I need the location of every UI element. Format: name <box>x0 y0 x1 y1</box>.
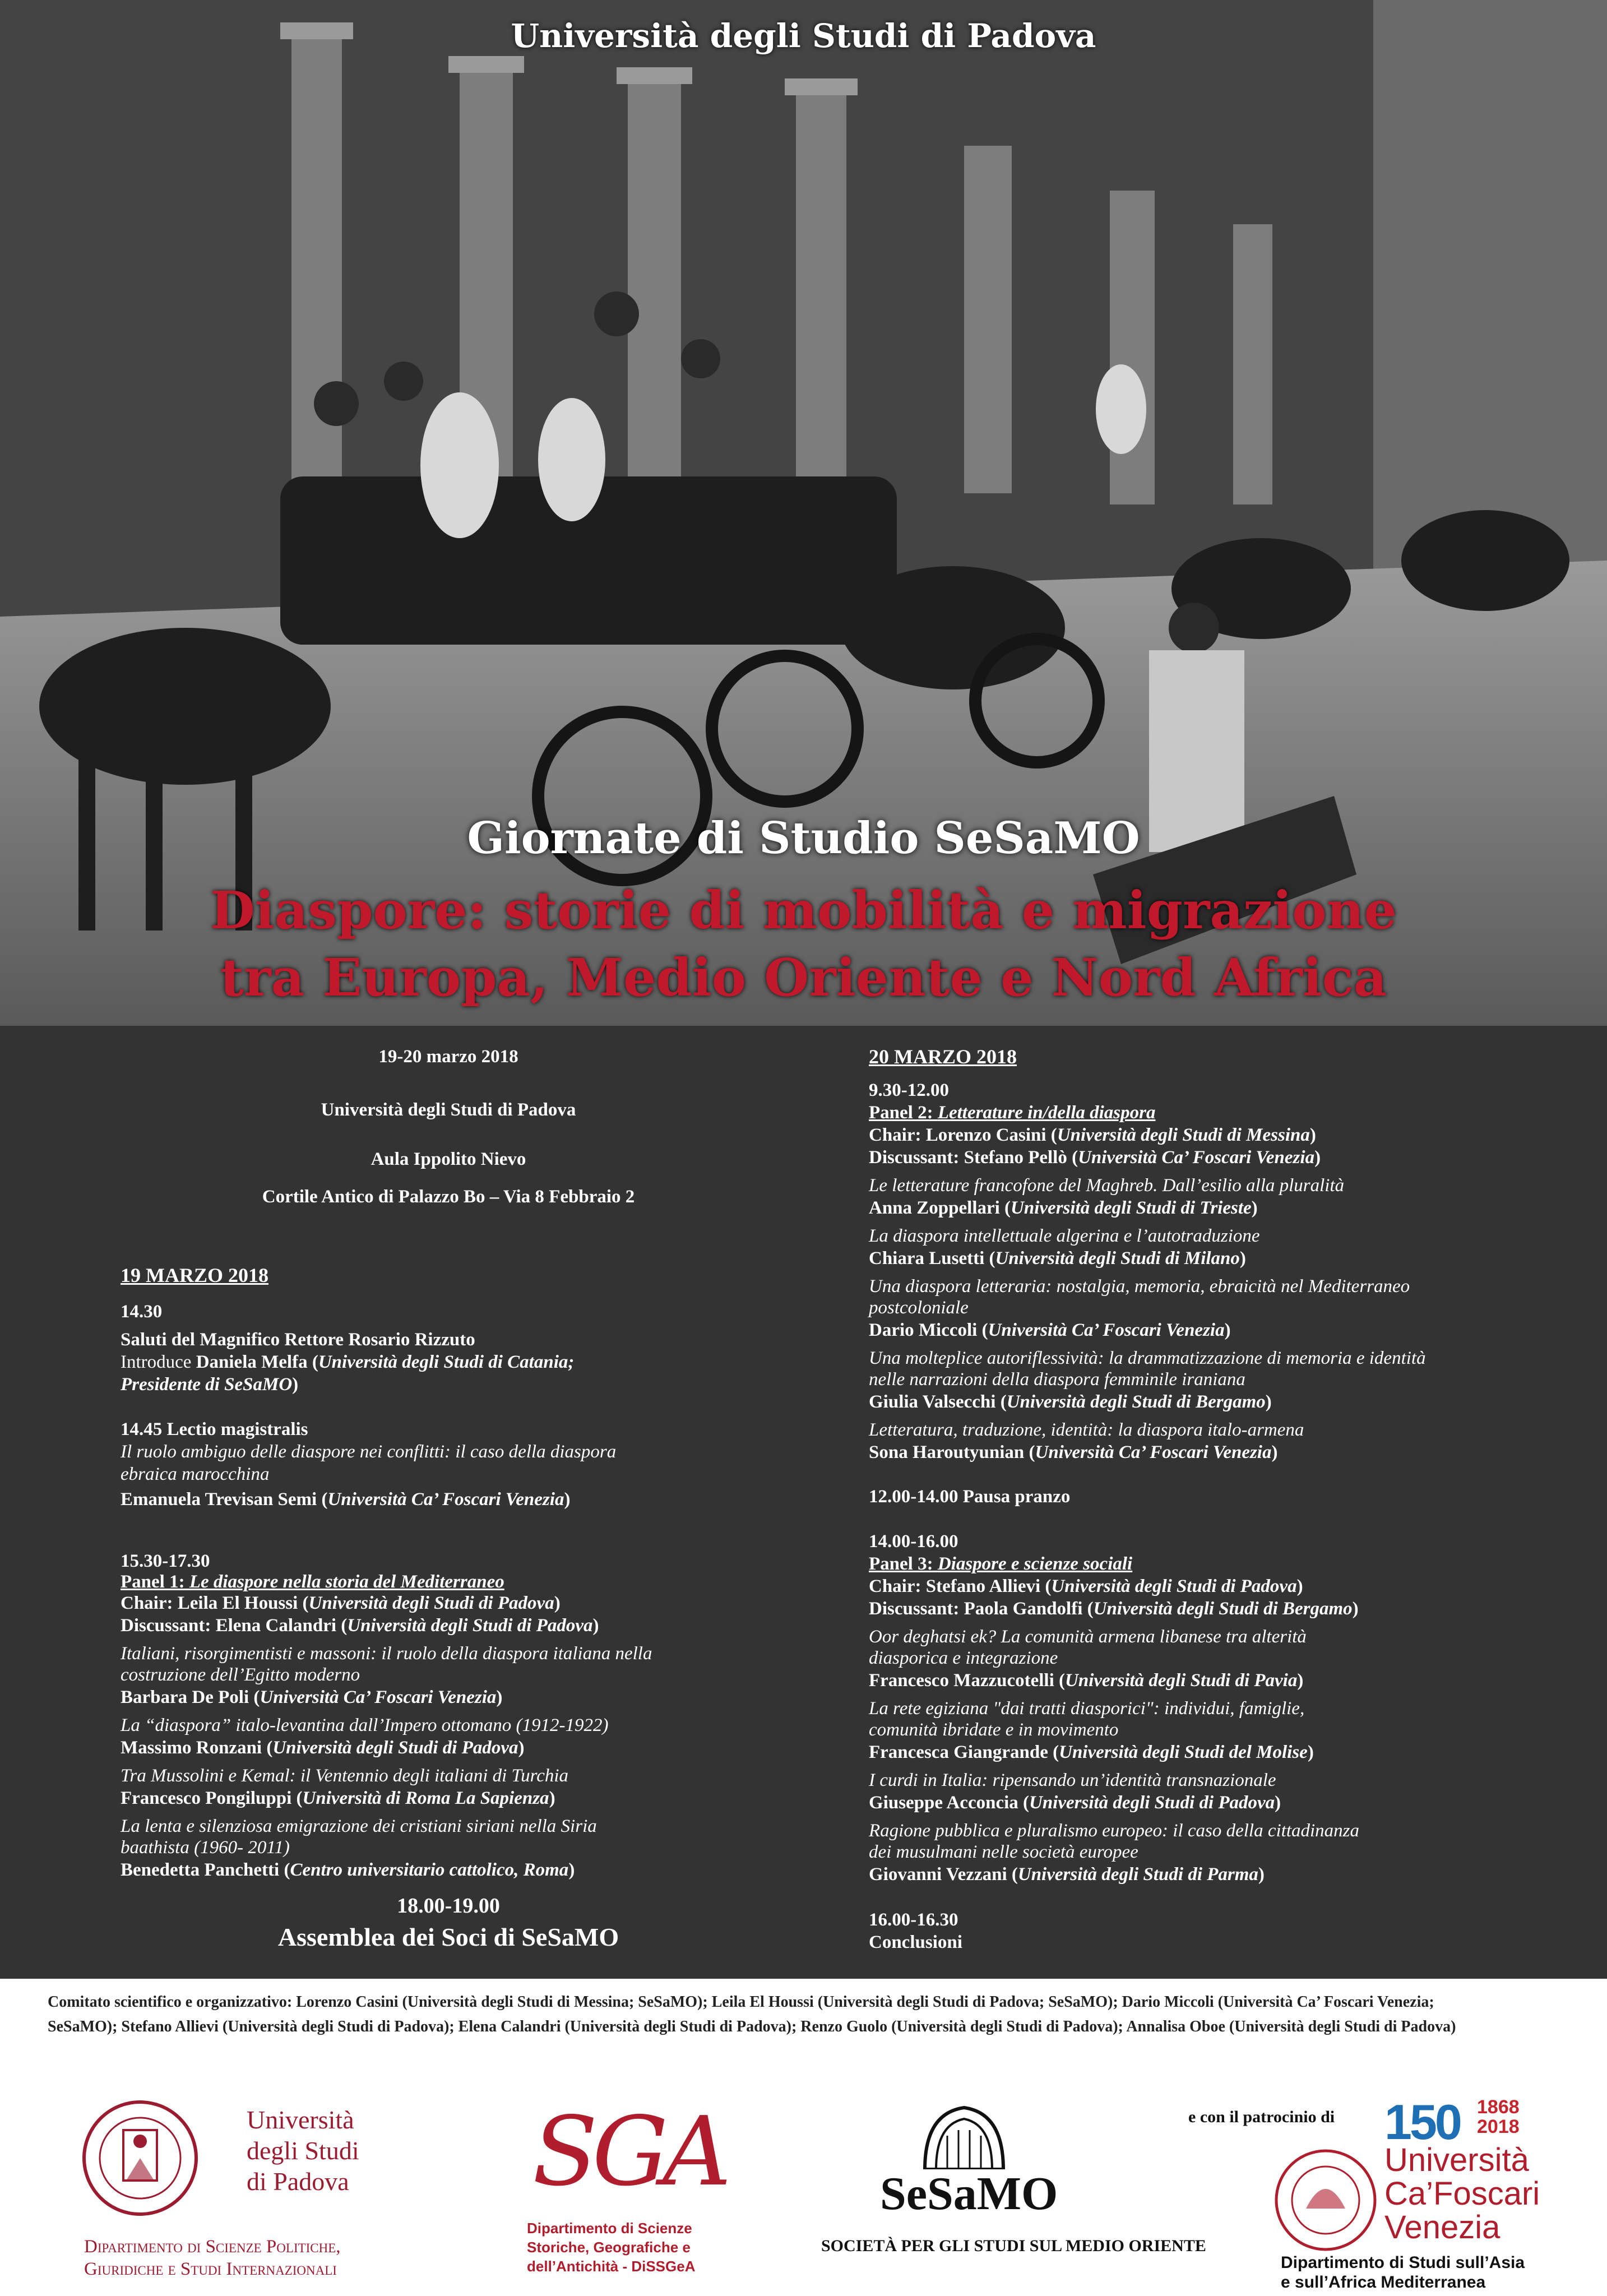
event-series-title: Giornate di Studio SeSaMO <box>467 813 1140 864</box>
panel2-discussant: Discussant: Stefano Pellò (Università Ca’ Foscari Venezia) <box>869 1147 1321 1168</box>
patronage-label: e con il patrocinio di <box>1188 2108 1335 2126</box>
day1-time-1530: 15.30-17.30 <box>121 1551 210 1571</box>
panel2-talk-5-title: Letteratura, traduzione, identità: la diaspora italo-armena <box>869 1420 1304 1440</box>
panel1-chair: Chair: Leila El Houssi (Università degli Studi di Padova) <box>121 1593 561 1613</box>
day1-lectio-talk-2: ebraica marocchina <box>121 1464 270 1484</box>
logos-footer <box>0 2052 1607 2296</box>
panel2-talk-5-speaker: Sona Haroutyunian (Università Ca’ Foscari Venezia) <box>869 1442 1278 1462</box>
sesamo-subtitle: SOCIETÀ PER GLI STUDI SUL MEDIO ORIENTE <box>821 2237 1206 2255</box>
panel1-discussant: Discussant: Elena Calandri (Università degli Studi di Padova) <box>121 1615 599 1636</box>
day1-lectio-speaker: Emanuela Trevisan Semi (Università Ca’ Foscari Venezia) <box>121 1489 571 1510</box>
unipd-dept-1: Dipartimento di Scienze Politiche, <box>84 2237 341 2257</box>
day1-greeting: Saluti del Magnifico Rettore Rosario Rizzuto <box>121 1330 475 1350</box>
panel1-talk-1-title: Italiani, risorgimentisti e massoni: il ruolo della diaspora italiana nella <box>121 1644 652 1664</box>
day2-time-1400: 14.00-16.00 <box>869 1531 958 1552</box>
sga-dept-3: dell’Antichità - DiSSGeA <box>527 2258 696 2275</box>
panel1-talk-4-title: La lenta e silenziosa emigrazione dei cristiani siriani nella Siria <box>121 1816 597 1836</box>
unipd-seal-icon <box>78 2096 202 2220</box>
panel3-discussant: Discussant: Paola Gandolfi (Università degli Studi di Bergamo) <box>869 1599 1359 1619</box>
panel3-chair: Chair: Stefano Allievi (Università degli Studi di Padova) <box>869 1576 1303 1596</box>
cafoscari-dept-1: Dipartimento di Studi sull’Asia <box>1281 2253 1525 2272</box>
panel2-chair: Chair: Lorenzo Casini (Università degli Studi di Messina) <box>869 1125 1316 1145</box>
panel3-talk-4-title: Ragione pubblica e pluralismo europeo: il caso della cittadinanza <box>869 1821 1359 1841</box>
sga-logo: SGA <box>532 2096 726 2207</box>
panel2-title: Panel 2: Letterature in/della diaspora <box>869 1103 1156 1123</box>
panel1-talk-4-speaker: Benedetta Panchetti (Centro universitario cattolico, Roma) <box>121 1860 575 1880</box>
event-university: Università degli Studi di Padova <box>321 1100 576 1120</box>
cafoscari-seal-logo <box>1272 2147 1379 2253</box>
sesamo-dome-icon <box>919 2102 1009 2169</box>
panel2-talk-4-title-2: nelle narrazioni della diaspora femminile iraniana <box>869 1369 1245 1390</box>
panel3-title: Panel 3: Diaspore e scienze sociali <box>869 1554 1133 1574</box>
assembly-time: 18.00-19.00 <box>397 1894 500 1918</box>
day1-lectio: 14.45 Lectio magistralis <box>121 1419 308 1439</box>
panel1-talk-4-title-2: baathista (1960- 2011) <box>121 1837 290 1858</box>
panel2-talk-2-title: La diaspora intellettuale algerina e l’autotraduzione <box>869 1226 1260 1246</box>
unipd-name-2: degli Studi <box>247 2136 359 2165</box>
cafoscari-150: 150 <box>1384 2094 1460 2150</box>
panel3-talk-1-title-2: diasporica e integrazione <box>869 1648 1058 1668</box>
event-title-line-1: Diaspore: storie di mobilità e migrazione <box>210 880 1397 941</box>
header-university: Università degli Studi di Padova <box>511 17 1096 55</box>
closing-title: Conclusioni <box>869 1932 962 1952</box>
panel3-talk-2-title: La rete egiziana "dai tratti diasporici": individui, famiglie, <box>869 1698 1305 1719</box>
organizing-committee <box>48 1990 1561 2039</box>
event-dates: 19-20 marzo 2018 <box>378 1047 518 1067</box>
sesamo-logo-text: SeSaMO <box>880 2168 1058 2220</box>
panel1-talk-3-speaker: Francesco Pongiluppi (Università di Roma La Sapienza) <box>121 1788 555 1808</box>
panel3-talk-3-speaker: Giuseppe Acconcia (Università degli Studi di Padova) <box>869 1793 1281 1813</box>
panel1-talk-1-title-2: costruzione dell’Egitto moderno <box>121 1665 360 1685</box>
panel2-talk-1-title: Le letterature francofone del Maghreb. Dall’esilio alla pluralità <box>869 1175 1345 1196</box>
assembly-title: Assemblea dei Soci di SeSaMO <box>277 1923 619 1951</box>
cafoscari-year-1868: 1868 <box>1477 2096 1520 2118</box>
cafoscari-name-2: Ca’Foscari <box>1384 2175 1540 2212</box>
panel2-talk-4-speaker: Giulia Valsecchi (Università degli Studi di Bergamo) <box>869 1392 1272 1412</box>
cafoscari-year-2018: 2018 <box>1477 2116 1520 2137</box>
panel2-talk-3-title-2: postcoloniale <box>869 1298 969 1318</box>
unipd-name-1: Università <box>247 2105 354 2134</box>
panel3-talk-1-speaker: Francesco Mazzucotelli (Università degli Studi di Pavia) <box>869 1670 1304 1691</box>
panel1-talk-3-title: Tra Mussolini e Kemal: il Ventennio degli italiani di Turchia <box>121 1766 569 1786</box>
event-address: Cortile Antico di Palazzo Bo – Via 8 Febbraio 2 <box>262 1187 635 1207</box>
panel3-talk-1-title: Oor deghatsi ek? La comunità armena libanese tra alterità <box>869 1627 1307 1647</box>
closing-time: 16.00-16.30 <box>869 1910 958 1930</box>
header-photo <box>0 0 1607 1026</box>
sga-dept-2: Storiche, Geografiche e <box>527 2239 691 2256</box>
unipd-name-3: di Padova <box>247 2167 349 2196</box>
committee-line-1: Comitato scientifico e organizzativo: Lorenzo Casini (Università degli Studi di Messina; SeSaMO); Leila El Houssi (Università degli Studi di Padova; SeSaMO); Dario Miccoli (Università Ca’ Foscari Venezia; <box>48 1993 1434 2011</box>
event-title-line-2: tra Europa, Medio Oriente e Nord Africa <box>220 947 1387 1008</box>
panel1-talk-1-speaker: Barbara De Poli (Università Ca’ Foscari Venezia) <box>121 1687 503 1707</box>
sga-dept-1: Dipartimento di Scienze <box>527 2220 692 2237</box>
panel3-talk-3-title: I curdi in Italia: ripensando un’identità transnazionale <box>869 1770 1276 1790</box>
day1-intro: Introduce Daniela Melfa (Università degli Studi di Catania; <box>121 1352 575 1372</box>
panel2-talk-3-title: Una diaspora letteraria: nostalgia, memoria, ebraicità nel Mediterraneo <box>869 1276 1410 1297</box>
day1-intro-aff2: Presidente di SeSaMO) <box>121 1374 299 1395</box>
lunch-break: 12.00-14.00 Pausa pranzo <box>869 1487 1071 1507</box>
day2-time-930: 9.30-12.00 <box>869 1080 949 1100</box>
panel3-talk-2-title-2: comunità ibridate e in movimento <box>869 1720 1119 1740</box>
day2-heading: 20 MARZO 2018 <box>869 1045 1017 1068</box>
panel3-talk-4-title-2: dei musulmani nelle società europee <box>869 1842 1138 1862</box>
panel3-talk-2-speaker: Francesca Giangrande (Università degli Studi del Molise) <box>869 1742 1314 1762</box>
panel1-talk-2-speaker: Massimo Ronzani (Università degli Studi di Padova) <box>121 1738 525 1758</box>
panel2-talk-3-speaker: Dario Miccoli (Università Ca’ Foscari Venezia) <box>869 1320 1231 1340</box>
committee-line-2: SeSaMO); Stefano Allievi (Università degli Studi di Padova); Elena Calandri (Università degli Studi di Padova); Renzo Guolo (Università degli Studi di Padova); Annalisa Oboe (Università degli Studi di Padova) <box>48 2018 1456 2035</box>
cafoscari-dept-2: e sull’Africa Mediterranea <box>1281 2273 1486 2292</box>
unipd-seal-text <box>78 2096 79 2097</box>
cafoscari-seal-icon <box>1272 2147 1379 2253</box>
historical-street-photo <box>0 0 1607 1026</box>
day1-lectio-talk-1: Il ruolo ambiguo delle diaspore nei conflitti: il caso della diaspora <box>121 1442 617 1462</box>
panel3-talk-4-speaker: Giovanni Vezzani (Università degli Studi di Parma) <box>869 1864 1265 1885</box>
unipd-seal-logo <box>78 2096 202 2220</box>
panel2-talk-2-speaker: Chiara Lusetti (Università degli Studi di Milano) <box>869 1248 1246 1269</box>
panel1-talk-2-title: La “diaspora” italo-levantina dall’Impero ottomano (1912-1922) <box>121 1715 609 1735</box>
program-section <box>0 1026 1607 1979</box>
panel2-talk-4-title: Una molteplice autoriflessività: la drammatizzazione di memoria e identità <box>869 1348 1426 1368</box>
cafoscari-name-3: Venezia <box>1384 2209 1501 2246</box>
day1-time-1430: 14.30 <box>121 1302 163 1322</box>
panel2-talk-1-speaker: Anna Zoppellari (Università degli Studi di Trieste) <box>869 1198 1258 1218</box>
cafoscari-name-1: Università <box>1384 2142 1529 2178</box>
panel1-title: Panel 1: Le diaspore nella storia del Mediterraneo <box>121 1572 504 1592</box>
unipd-dept-2: Giuridiche e Studi Internazionali <box>84 2259 337 2279</box>
day1-heading: 19 MARZO 2018 <box>121 1264 268 1286</box>
event-room: Aula Ippolito Nievo <box>371 1149 526 1169</box>
